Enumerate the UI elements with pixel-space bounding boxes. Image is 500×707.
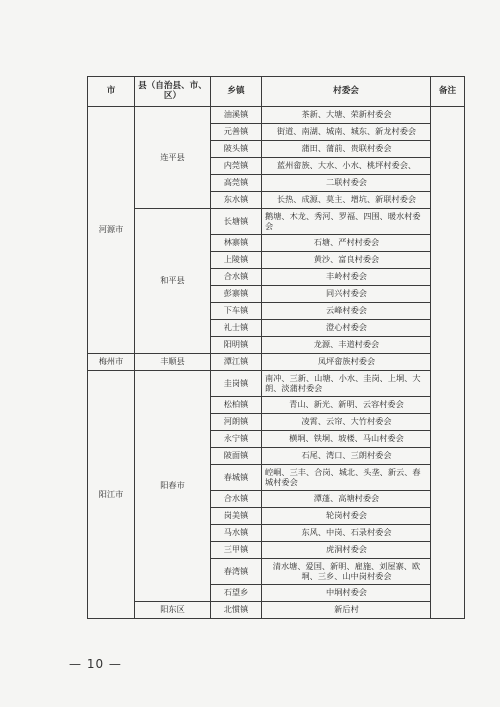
county-cell: 阳东区: [135, 602, 211, 619]
village-cell: 云峰村委会: [262, 303, 431, 320]
village-cell: 街道、南湖、城南、城东、新龙村委会: [262, 124, 431, 141]
header-note: 备注: [431, 77, 465, 107]
town-cell: 礼士镇: [211, 320, 262, 337]
town-cell: 合水镇: [211, 269, 262, 286]
town-cell: 下车镇: [211, 303, 262, 320]
village-cell: 凤坪畲族村委会: [262, 354, 431, 371]
town-cell: 陂头镇: [211, 141, 262, 158]
table-row: [88, 602, 465, 619]
village-cell: 蒲田、蒲前、贵联村委会: [262, 141, 431, 158]
county-cell: 连平县: [135, 107, 211, 209]
town-cell: 春城镇: [211, 465, 262, 491]
village-cell: 丰岭村委会: [262, 269, 431, 286]
village-cell: 澄心村委会: [262, 320, 431, 337]
village-cell: 潭蓬、高塘村委会: [262, 491, 431, 508]
town-cell: 上陵镇: [211, 252, 262, 269]
village-cell: 新后村: [262, 602, 431, 619]
town-cell: 松柏镇: [211, 397, 262, 414]
county-cell: 阳春市: [135, 371, 211, 602]
town-cell: 陂面镇: [211, 448, 262, 465]
county-cell: 和平县: [135, 209, 211, 354]
town-cell: 春湾镇: [211, 559, 262, 585]
village-table: [87, 76, 465, 619]
village-cell: 龙源、丰道村委会: [262, 337, 431, 354]
village-cell: 横垌、铁垌、坡楼、马山村委会: [262, 431, 431, 448]
town-cell: 马水镇: [211, 525, 262, 542]
city-cell: 梅州市: [88, 354, 135, 371]
town-cell: 潭江镇: [211, 354, 262, 371]
town-cell: 合水镇: [211, 491, 262, 508]
county-cell: 丰顺县: [135, 354, 211, 371]
village-cell: 石尾、湾口、三朗村委会: [262, 448, 431, 465]
village-cell: 石塘、严村村委会: [262, 235, 431, 252]
village-cell: 轮岗村委会: [262, 508, 431, 525]
town-cell: 阳明镇: [211, 337, 262, 354]
page-number: — 10 —: [69, 657, 122, 671]
village-cell: 长热、成源、莫主、增坑、新联村委会: [262, 192, 431, 209]
village-cell: 清水塘、爱国、新明、雇施、刘屋寨、欧垌、三乡、山中岗村委会: [262, 559, 431, 585]
town-cell: 岗美镇: [211, 508, 262, 525]
town-cell: 彭寨镇: [211, 286, 262, 303]
note-cell: [431, 107, 465, 619]
town-cell: 油溪镇: [211, 107, 262, 124]
town-cell: 北惯镇: [211, 602, 262, 619]
city-cell: 河源市: [88, 107, 135, 354]
table-row: [88, 107, 465, 124]
village-cell: 蓝州畲族、大水、小水、桃坪村委会、: [262, 158, 431, 175]
table-row: [88, 371, 465, 397]
header-town: 乡镇: [211, 77, 262, 107]
town-cell: 元善镇: [211, 124, 262, 141]
village-cell: 东风、中岗、石录村委会: [262, 525, 431, 542]
header-village: 村委会: [262, 77, 431, 107]
village-cell: 虎洞村委会: [262, 542, 431, 559]
village-cell: 南冲、三新、山塘、小水、圭岗、上垌、大朗、淡蒲村委会: [262, 371, 431, 397]
town-cell: 石望乡: [211, 585, 262, 602]
town-cell: 高莞镇: [211, 175, 262, 192]
village-cell: 二联村委会: [262, 175, 431, 192]
city-cell: 阳江市: [88, 371, 135, 619]
village-cell: 鹅塘、木龙、秀河、罗福、四围、暖水村委会: [262, 209, 431, 235]
table-row: [88, 209, 465, 235]
town-cell: 永宁镇: [211, 431, 262, 448]
village-cell: 黄沙、富良村委会: [262, 252, 431, 269]
village-cell: 凌霄、云帘、大竹村委会: [262, 414, 431, 431]
town-cell: 内莞镇: [211, 158, 262, 175]
header-county: 县（自治县、市、区）: [135, 77, 211, 107]
village-cell: 青山、新光、新明、云容村委会: [262, 397, 431, 414]
town-cell: 三甲镇: [211, 542, 262, 559]
village-cell: 同兴村委会: [262, 286, 431, 303]
village-cell: 中垌村委会: [262, 585, 431, 602]
town-cell: 圭岗镇: [211, 371, 262, 397]
village-cell: 崆峒、三丰、合岗、城北、头垄、新云、春城村委会: [262, 465, 431, 491]
table-header-row: [88, 77, 465, 107]
village-cell: 茶新、大塘、荣新村委会: [262, 107, 431, 124]
town-cell: 林寨镇: [211, 235, 262, 252]
header-city: 市: [88, 77, 135, 107]
town-cell: 东水镇: [211, 192, 262, 209]
town-cell: 长塘镇: [211, 209, 262, 235]
town-cell: 河朗镇: [211, 414, 262, 431]
table-row: [88, 354, 465, 371]
